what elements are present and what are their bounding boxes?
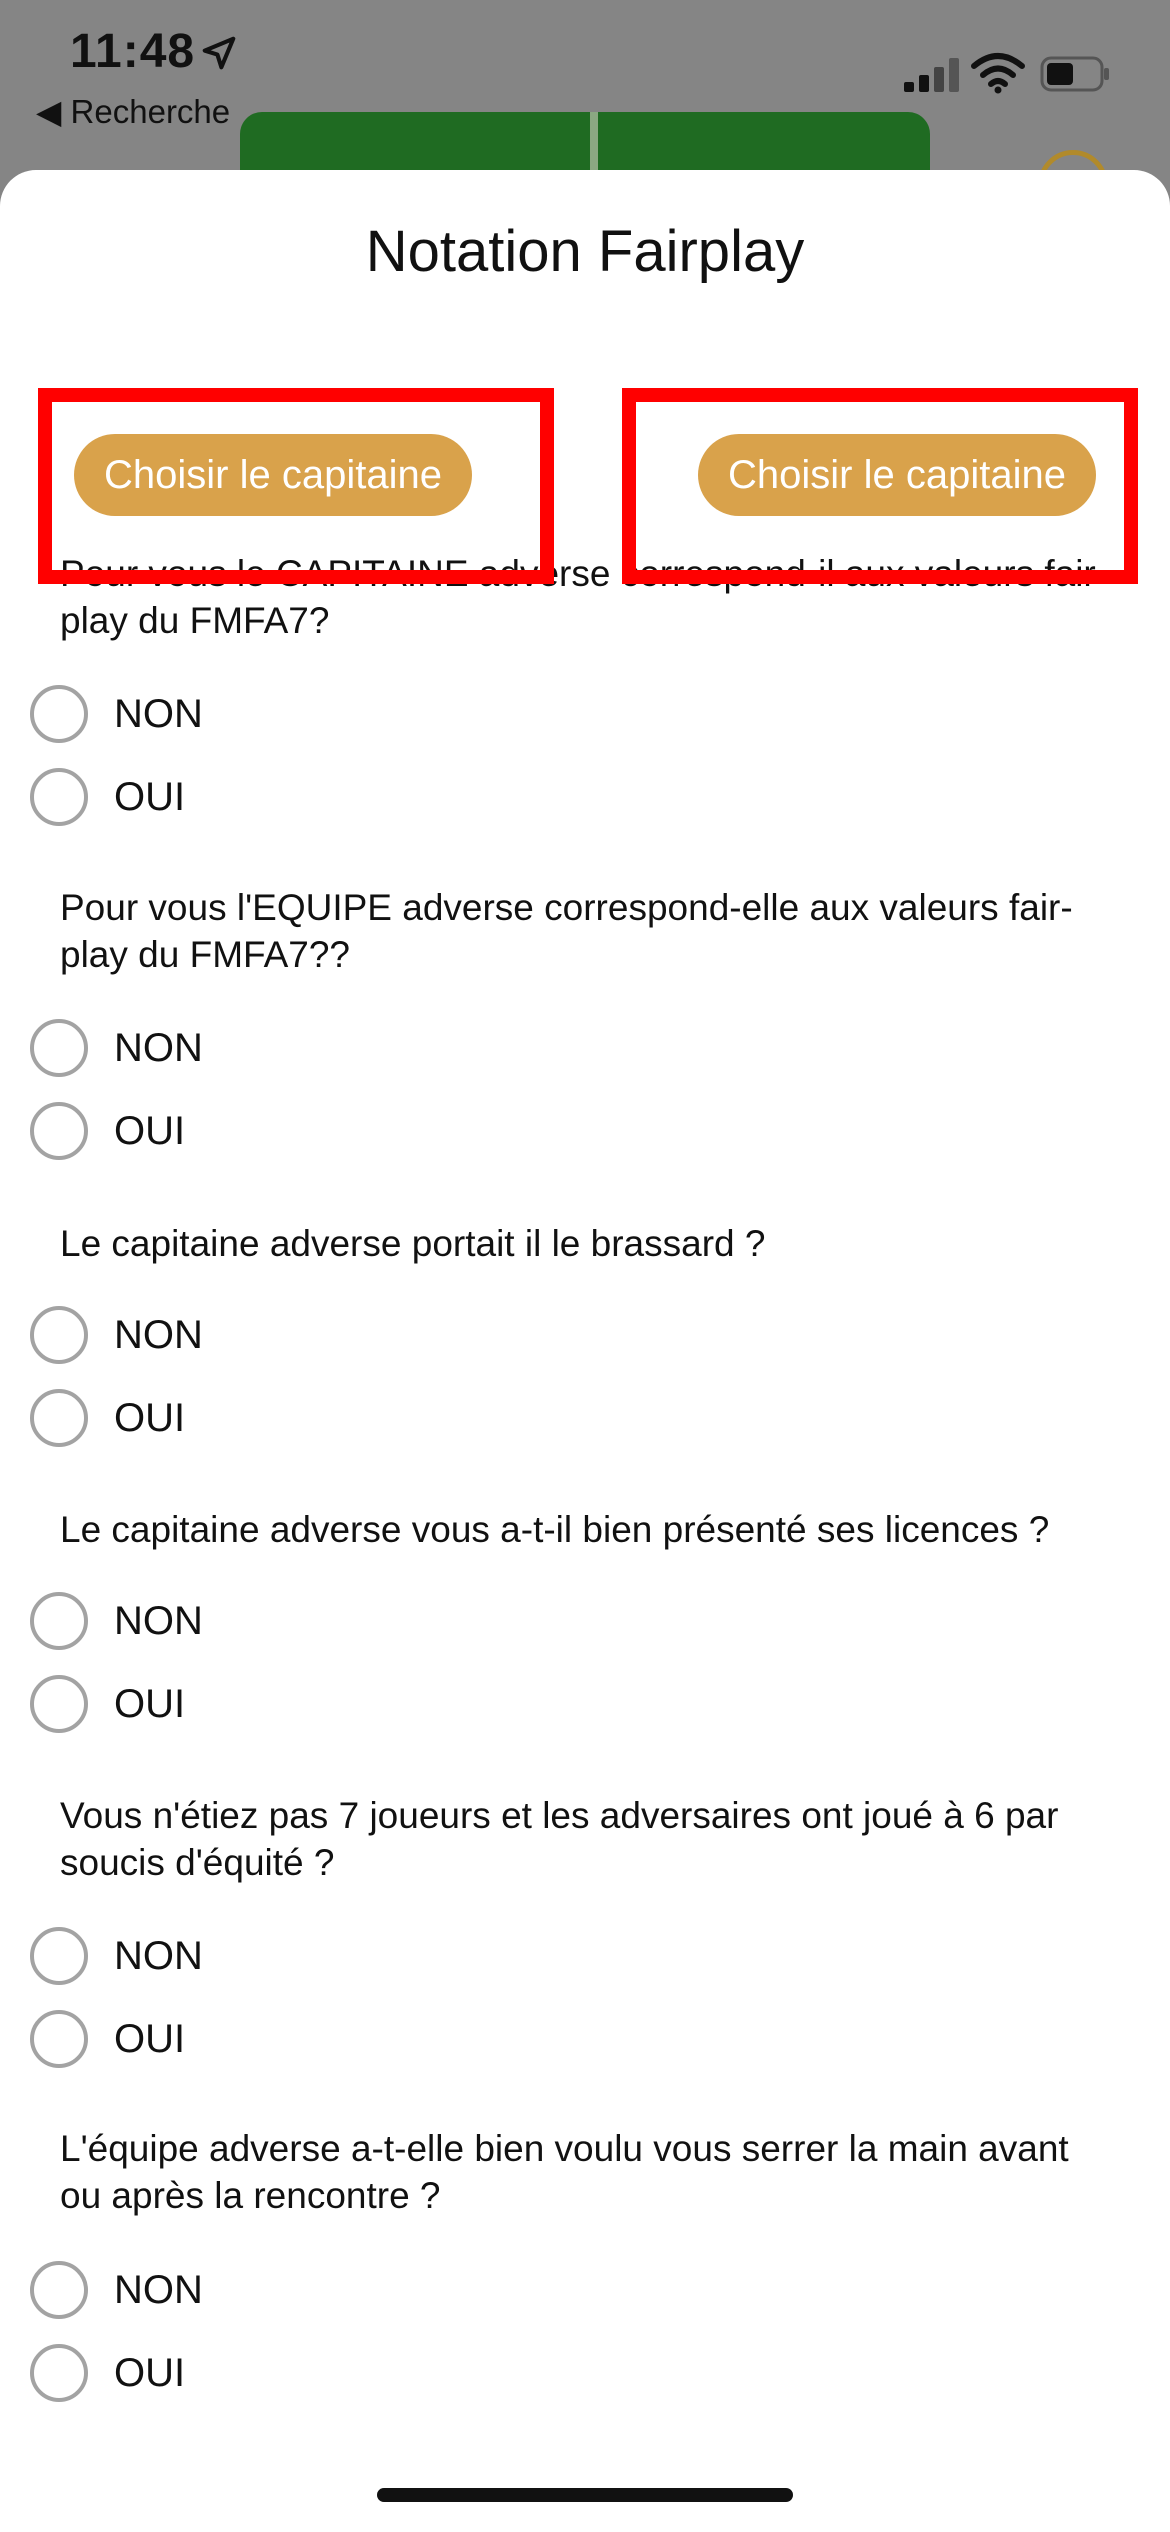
annotation-highlight-right bbox=[622, 388, 1138, 584]
answer-option-non[interactable] bbox=[30, 1305, 203, 1365]
radio-button[interactable] bbox=[30, 2344, 88, 2402]
radio-button[interactable] bbox=[30, 1927, 88, 1985]
option-label: OUI bbox=[114, 2016, 186, 2061]
answer-option-non[interactable] bbox=[30, 684, 203, 744]
choose-captain-button-left[interactable]: Choisir le capitaine bbox=[74, 434, 472, 516]
answer-option-non[interactable] bbox=[30, 1018, 203, 1078]
option-label: NON bbox=[114, 691, 203, 736]
wifi-icon bbox=[970, 52, 1026, 94]
answer-option-non[interactable] bbox=[30, 1926, 203, 1986]
location-arrow-icon bbox=[200, 34, 238, 72]
radio-button[interactable] bbox=[30, 1019, 88, 1077]
radio-button[interactable] bbox=[30, 1389, 88, 1447]
question-text: L'équipe adverse a-t-elle bien voulu vous serrer la main avant ou après la rencontre ? bbox=[60, 2128, 1069, 2216]
answer-option-non[interactable] bbox=[30, 1591, 203, 1651]
answer-option-oui[interactable] bbox=[30, 2343, 185, 2403]
option-label: OUI bbox=[114, 1108, 186, 1153]
answer-option-oui[interactable] bbox=[30, 1388, 185, 1448]
cellular-signal-icon bbox=[904, 58, 960, 92]
question-text: Pour vous l'EQUIPE adverse correspond-elle aux valeurs fair-play du FMFA7?? bbox=[60, 887, 1073, 975]
question-text: Le capitaine adverse vous a-t-il bien présenté ses licences ? bbox=[60, 1509, 1050, 1550]
option-label: OUI bbox=[114, 1395, 186, 1440]
radio-button[interactable] bbox=[30, 1592, 88, 1650]
radio-button[interactable] bbox=[30, 768, 88, 826]
question-text: Pour vous le CAPITAINE adverse correspond-il aux valeurs fair-play du FMFA7? bbox=[60, 553, 1109, 641]
option-label: OUI bbox=[114, 1681, 186, 1726]
radio-button[interactable] bbox=[30, 1675, 88, 1733]
option-label: NON bbox=[114, 1598, 203, 1643]
option-label: OUI bbox=[114, 2350, 186, 2395]
status-time: 11:48 bbox=[70, 25, 196, 78]
option-label: NON bbox=[114, 1025, 203, 1070]
answer-option-oui[interactable] bbox=[30, 2009, 185, 2069]
answer-option-oui[interactable] bbox=[30, 1101, 185, 1161]
sheet-title: Notation Fairplay bbox=[365, 219, 805, 284]
fairplay-rating-sheet bbox=[0, 170, 1170, 2532]
answer-option-oui[interactable] bbox=[30, 1674, 185, 1734]
back-to-search-link[interactable]: ◀ Recherche bbox=[36, 93, 231, 130]
radio-button[interactable] bbox=[30, 1102, 88, 1160]
option-label: NON bbox=[114, 1312, 203, 1357]
option-label: NON bbox=[114, 2267, 203, 2312]
radio-button[interactable] bbox=[30, 685, 88, 743]
question-text: Vous n'étiez pas 7 joueurs et les adversaires ont joué à 6 par soucis d'équité ? bbox=[60, 1795, 1059, 1883]
battery-icon bbox=[1040, 56, 1112, 92]
answer-option-non[interactable] bbox=[30, 2260, 203, 2320]
option-label: NON bbox=[114, 1933, 203, 1978]
question-text: Le capitaine adverse portait il le brassard ? bbox=[60, 1223, 766, 1264]
annotation-highlight-left bbox=[38, 388, 554, 584]
choose-captain-button-right[interactable]: Choisir le capitaine bbox=[698, 434, 1096, 516]
radio-button[interactable] bbox=[30, 2261, 88, 2319]
radio-button[interactable] bbox=[30, 2010, 88, 2068]
radio-button[interactable] bbox=[30, 1306, 88, 1364]
answer-option-oui[interactable] bbox=[30, 767, 185, 827]
option-label: OUI bbox=[114, 774, 186, 819]
home-indicator[interactable] bbox=[377, 2488, 793, 2502]
